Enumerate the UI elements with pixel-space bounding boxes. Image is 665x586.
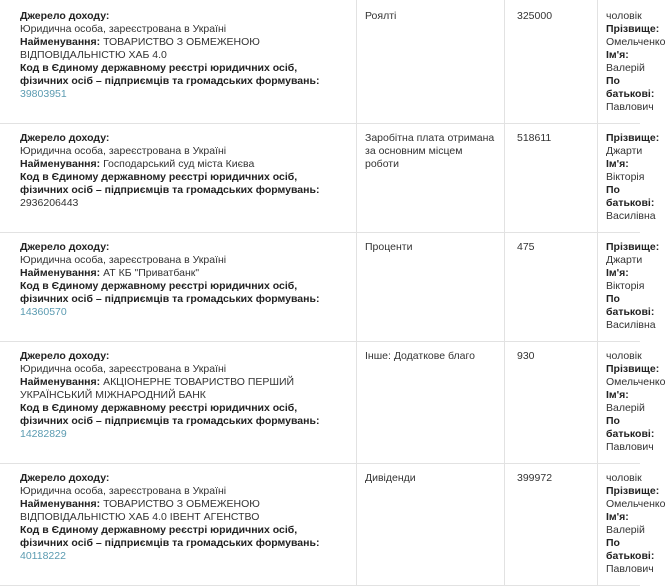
family-member-cell: [598, 464, 665, 586]
first-name-value: Валерій: [606, 402, 645, 414]
surname-label: Прізвище:: [606, 363, 660, 375]
income-type-cell: Дивіденди: [357, 464, 505, 586]
income-type-cell: Проценти: [357, 233, 505, 342]
surname-value: Омельченко: [606, 498, 665, 510]
first-name-label: Ім'я:: [606, 389, 629, 401]
family-member-cell: [598, 233, 660, 342]
first-name-label: Ім'я:: [606, 511, 629, 523]
income-source-cell: [0, 342, 357, 464]
registry-code-link[interactable]: 14360570: [20, 306, 67, 318]
table-row: [0, 464, 640, 586]
income-type-cell: Інше: Додаткове благо: [357, 342, 505, 464]
income-type-cell: Заробітна плата отримана за основним місцем роботи: [357, 124, 505, 233]
amount-cell: 325000: [505, 0, 598, 124]
registry-code: 2936206443: [20, 197, 79, 209]
patronymic-value: Павлович: [606, 101, 654, 113]
source-type: Юридична особа, зареєстрована в Україні: [20, 254, 227, 266]
member-role: чоловік: [606, 472, 642, 484]
organization-name: ТОВАРИСТВО З ОБМЕЖЕНОЮ ВІДПОВІДАЛЬНІСТЮ ХАБ 4.0: [20, 36, 260, 61]
source-type: Юридична особа, зареєстрована в Україні: [20, 485, 227, 497]
first-name-label: Ім'я:: [606, 49, 629, 61]
source-label: Джерело доходу:: [20, 241, 110, 253]
source-type: Юридична особа, зареєстрована в Україні: [20, 23, 227, 35]
patronymic-value: Василівна: [606, 319, 656, 331]
patronymic-label: По батькові:: [606, 184, 655, 209]
family-member-cell: [598, 0, 665, 124]
code-label: Код в Єдиному державному реєстрі юридичних осіб, фізичних осіб – підприємців та громадських формувань:: [20, 171, 320, 196]
patronymic-value: Василівна: [606, 210, 656, 222]
patronymic-label: По батькові:: [606, 537, 655, 562]
patronymic-label: По батькові:: [606, 415, 655, 440]
family-member-cell: [598, 124, 660, 233]
name-label: Найменування:: [20, 376, 101, 388]
registry-code-link[interactable]: 40118222: [20, 550, 66, 562]
first-name-value: Валерій: [606, 524, 645, 536]
surname-value: Джарти: [606, 254, 643, 266]
surname-value: Джарти: [606, 145, 643, 157]
code-label: Код в Єдиному державному реєстрі юридичних осіб, фізичних осіб – підприємців та громадських формувань:: [20, 402, 320, 427]
name-label: Найменування:: [20, 498, 101, 510]
table-row: [0, 0, 640, 124]
name-label: Найменування:: [20, 158, 101, 170]
organization-name: АКЦІОНЕРНЕ ТОВАРИСТВО ПЕРШИЙ УКРАЇНСЬКИЙ МІЖНАРОДНИЙ БАНК: [20, 376, 295, 401]
code-label: Код в Єдиному державному реєстрі юридичних осіб, фізичних осіб – підприємців та громадських формувань:: [20, 280, 320, 305]
amount-cell: 930: [505, 342, 598, 464]
source-type: Юридична особа, зареєстрована в Україні: [20, 363, 227, 375]
amount-cell: 518611: [505, 124, 598, 233]
surname-label: Прізвище:: [606, 485, 660, 497]
name-label: Найменування:: [20, 267, 101, 279]
income-source-cell: [0, 464, 357, 586]
member-role: чоловік: [606, 10, 642, 22]
source-label: Джерело доходу:: [20, 132, 110, 144]
first-name-value: Валерій: [606, 62, 645, 74]
first-name-label: Ім'я:: [606, 158, 629, 170]
patronymic-label: По батькові:: [606, 75, 655, 100]
member-role: чоловік: [606, 350, 642, 362]
source-label: Джерело доходу:: [20, 350, 110, 362]
organization-name: ТОВАРИСТВО З ОБМЕЖЕНОЮ ВІДПОВІДАЛЬНІСТЮ ХАБ 4.0 ІВЕНТ АГЕНСТВО: [20, 498, 260, 523]
first-name-value: Вікторія: [606, 280, 645, 292]
source-label: Джерело доходу:: [20, 10, 110, 22]
family-member-cell: [598, 342, 665, 464]
income-type-cell: Роялті: [357, 0, 505, 124]
organization-name: АТ КБ "Приватбанк": [103, 267, 200, 279]
table-row: [0, 342, 640, 464]
registry-code-link[interactable]: 14282829: [20, 428, 67, 440]
patronymic-value: Павлович: [606, 563, 654, 575]
surname-value: Омельченко: [606, 376, 665, 388]
patronymic-value: Павлович: [606, 441, 654, 453]
source-type: Юридична особа, зареєстрована в Україні: [20, 145, 227, 157]
first-name-value: Вікторія: [606, 171, 645, 183]
surname-label: Прізвище:: [606, 241, 660, 253]
income-source-cell: [0, 233, 357, 342]
code-label: Код в Єдиному державному реєстрі юридичних осіб, фізичних осіб – підприємців та громадських формувань:: [20, 524, 320, 549]
source-label: Джерело доходу:: [20, 472, 110, 484]
income-source-cell: [0, 124, 357, 233]
first-name-label: Ім'я:: [606, 267, 629, 279]
surname-value: Омельченко: [606, 36, 665, 48]
amount-cell: 475: [505, 233, 598, 342]
table-row: [0, 233, 640, 342]
code-label: Код в Єдиному державному реєстрі юридичних осіб, фізичних осіб – підприємців та громадських формувань:: [20, 62, 320, 87]
income-source-cell: [0, 0, 357, 124]
organization-name: Господарський суд міста Києва: [103, 158, 255, 170]
surname-label: Прізвище:: [606, 23, 660, 35]
surname-label: Прізвище:: [606, 132, 660, 144]
table-row: [0, 124, 640, 233]
registry-code-link[interactable]: 39803951: [20, 88, 67, 100]
name-label: Найменування:: [20, 36, 101, 48]
patronymic-label: По батькові:: [606, 293, 655, 318]
amount-cell: 399972: [505, 464, 598, 586]
